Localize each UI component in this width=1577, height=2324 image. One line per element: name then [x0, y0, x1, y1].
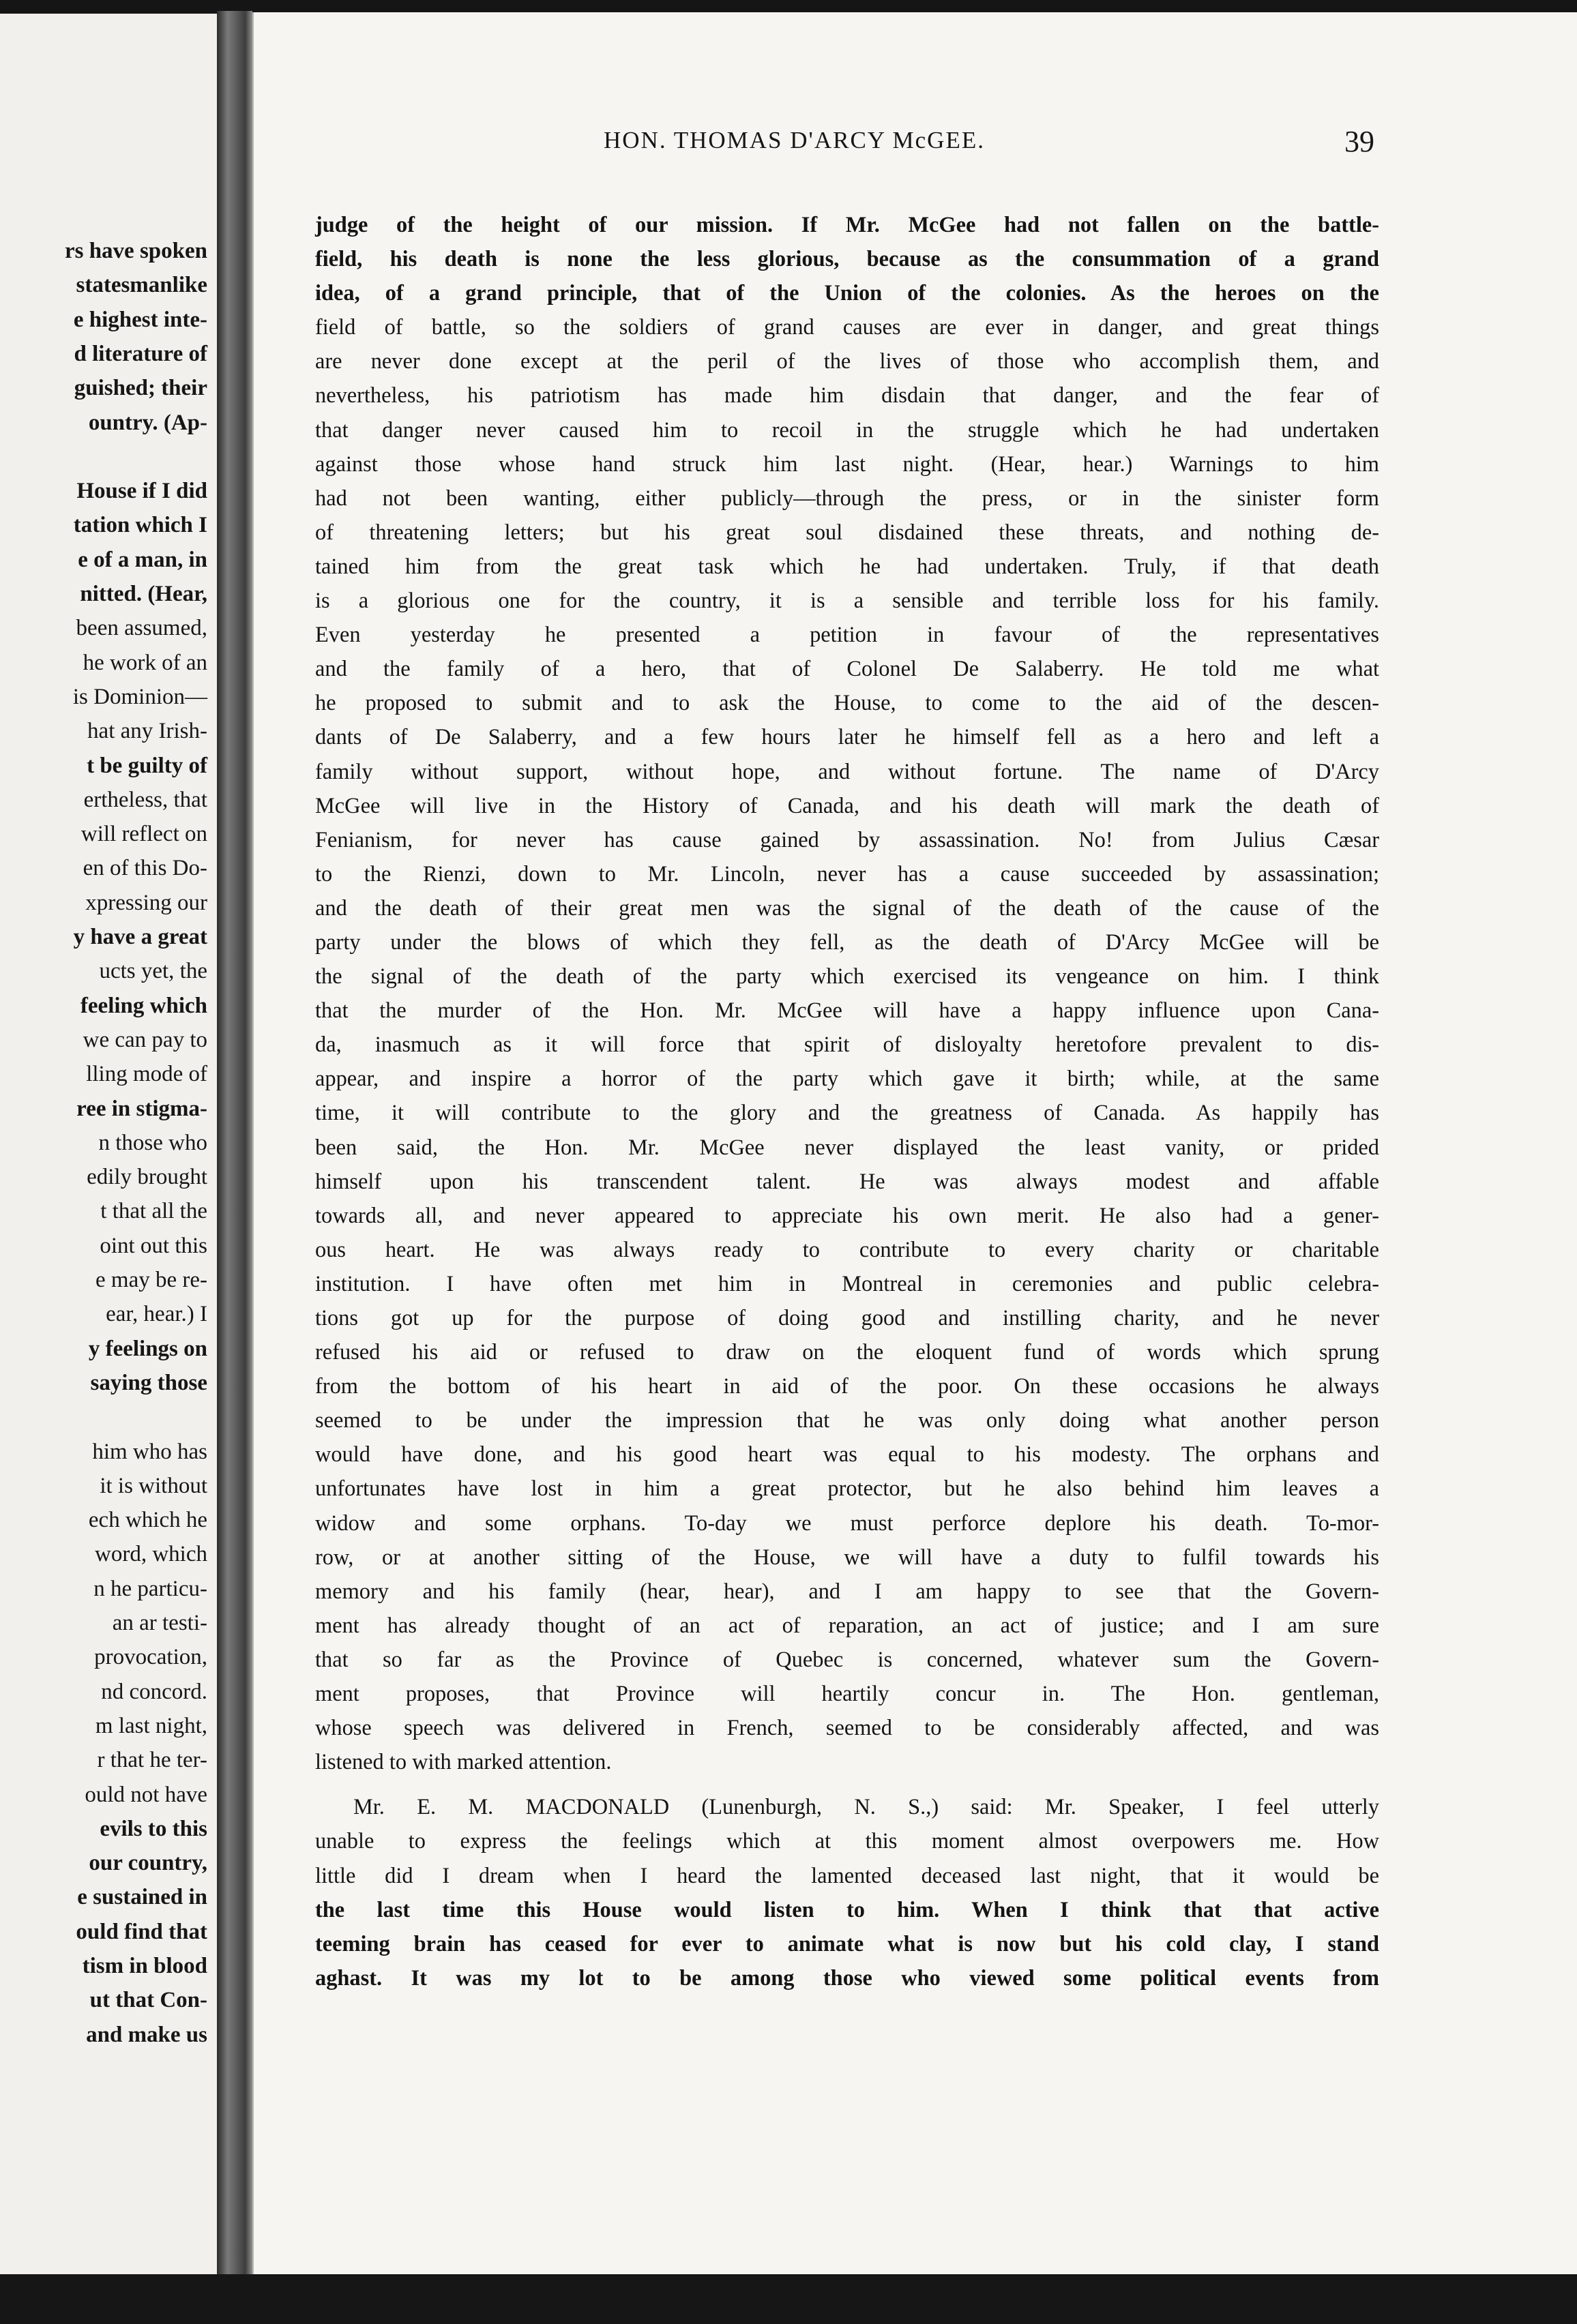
body-line: the last time this House would listen to him. When I think that that active	[315, 1897, 1379, 1922]
left-fragment-line: t be guilty of	[87, 753, 207, 778]
left-fragment-line: him who has	[92, 1439, 207, 1464]
running-title: HON. THOMAS D'ARCY McGEE.	[604, 127, 985, 153]
body-line: party under the blows of which they fell, as the death of D'Arcy McGee will be	[315, 929, 1379, 955]
body-line: himself upon his transcendent talent. He was always modest and affable	[315, 1169, 1379, 1194]
body-line: Fenianism, for never has cause gained by assassination. No! from Julius Cæsar	[315, 827, 1379, 852]
left-fragment-line: ucts yet, the	[99, 959, 207, 984]
left-fragment-line: it is without	[100, 1473, 207, 1498]
left-fragment-line: m last night,	[95, 1713, 207, 1738]
left-fragment-line: been assumed,	[76, 616, 207, 641]
body-line: he proposed to submit and to ask the House, to come to the aid of the descen-	[315, 691, 1379, 716]
left-fragment-line: r that he ter-	[97, 1748, 207, 1773]
left-fragment-line: statesmanlike	[76, 273, 207, 298]
left-fragment-line: e highest inte-	[73, 307, 207, 332]
body-line: would have done, and his good heart was equal to his modesty. The orphans and	[315, 1442, 1379, 1468]
body-line: against those whose hand struck him last night. (Hear, hear.) Warnings to him	[315, 451, 1379, 477]
body-line: aghast. It was my lot to be among those who viewed some political events from	[315, 1965, 1379, 1991]
body-line: judge of the height of our mission. If Mr. McGee had not fallen on the battle-	[315, 213, 1379, 237]
body-line: row, or at another sitting of the House, we will have a duty to fulfil towards his	[315, 1545, 1379, 1570]
body-line: towards all, and never appeared to appreciate his own merit. He also had a gener-	[315, 1203, 1379, 1228]
body-line: field of battle, so the soldiers of grand causes are ever in danger, and great things	[315, 315, 1379, 340]
body-line: to the Rienzi, down to Mr. Lincoln, never has a cause succeeded by assassination;	[315, 861, 1379, 887]
body-line: institution. I have often met him in Montreal in ceremonies and public celebra-	[315, 1271, 1379, 1296]
body-line: tions got up for the purpose of doing good and instilling charity, and he never	[315, 1306, 1379, 1330]
body-line: appear, and inspire a horror of the party which gave it birth; while, at the same	[315, 1067, 1379, 1092]
body-line: little did I dream when I heard the lamented deceased last night, that it would be	[315, 1863, 1379, 1888]
left-fragment-line: ountry. (Ap-	[88, 410, 207, 435]
left-fragment-line: provocation,	[94, 1645, 207, 1670]
body-line: and the family of a hero, that of Colonel De Salaberry. He told me what	[315, 657, 1379, 682]
page-number: 39	[1344, 125, 1374, 158]
body-line: idea, of a grand principle, that of the Union of the colonies. As the heroes on the	[315, 281, 1379, 306]
body-line: and the death of their great men was the signal of the death of the cause of the	[315, 895, 1379, 921]
body-line: field, his death is none the less glorious, because as the consummation of a grand	[315, 247, 1379, 272]
left-fragment-line: en of this Do-	[83, 856, 207, 881]
left-fragment-line: nd concord.	[101, 1679, 207, 1704]
left-fragment-line: ech which he	[88, 1508, 207, 1533]
body-line: ous heart. He was always ready to contribute to every charity or charitable	[315, 1237, 1379, 1262]
left-fragment-line: will reflect on	[80, 822, 207, 847]
body-line: that the murder of the Hon. Mr. McGee will have a happy influence upon Cana-	[315, 998, 1379, 1024]
body-line: widow and some orphans. To-day we must perforce deplore his death. To-mor-	[315, 1510, 1379, 1536]
left-fragment-line: e may be re-	[95, 1268, 207, 1292]
left-fragment-line: n he particu-	[93, 1576, 207, 1601]
left-fragment-line: ut that Con-	[89, 1988, 207, 2013]
body-line: unfortunates have lost in him a great protector, but he also behind him leaves a	[315, 1476, 1379, 1502]
body-line: teeming brain has ceased for ever to animate what is now but his cold clay, I stand	[315, 1931, 1379, 1956]
left-page-fragment	[0, 14, 217, 2276]
left-fragment-line: House if I did	[76, 479, 207, 504]
left-fragment-line: ear, hear.) I	[106, 1302, 207, 1327]
left-fragment-line: y have a great	[73, 925, 207, 949]
body-text	[315, 208, 1379, 1995]
left-fragment-line: e sustained in	[77, 1885, 207, 1910]
left-fragment-line: t that all the	[100, 1199, 207, 1224]
body-line: family without support, without hope, and without fortune. The name of D'Arcy	[315, 759, 1379, 784]
body-line: McGee will live in the History of Canada, and his death will mark the death of	[315, 793, 1379, 818]
left-fragment-line: and make us	[86, 2022, 207, 2047]
body-line: ment proposes, that Province will heartily concur in. The Hon. gentleman,	[315, 1682, 1379, 1707]
left-fragment-line: is Dominion—	[72, 684, 207, 709]
body-line: of threatening letters; but his great soul disdained these threats, and nothing de-	[315, 520, 1379, 545]
left-fragment-line: ould not have	[85, 1782, 207, 1807]
body-line: been said, the Hon. Mr. McGee never displayed the least vanity, or prided	[315, 1135, 1379, 1160]
body-line: are never done except at the peril of the lives of those who accomplish them, and	[315, 349, 1379, 374]
body-line: from the bottom of his heart in aid of the poor. On these occasions he always	[315, 1374, 1379, 1399]
left-fragment-line: ree in stigma-	[76, 1096, 207, 1121]
left-fragment-line: edily brought	[87, 1165, 207, 1190]
body-line: refused his aid or refused to draw on the eloquent fund of words which sprung	[315, 1340, 1379, 1365]
body-line: ment has already thought of an act of reparation, an act of justice; and I am sure	[315, 1613, 1379, 1638]
body-line: whose speech was delivered in French, seemed to be considerably affected, and was	[315, 1716, 1379, 1741]
book-gutter	[217, 11, 252, 2282]
body-line: unable to express the feelings which at this moment almost overpowers me. How	[315, 1829, 1379, 1854]
left-fragment-line: he work of an	[83, 650, 207, 675]
body-line: had not been wanting, either publicly—through the press, or in the sinister form	[315, 486, 1379, 511]
scan-bottom-edge	[0, 2274, 1577, 2324]
left-fragment-line: we can pay to	[83, 1027, 207, 1052]
left-fragment-line: d literature of	[74, 341, 207, 366]
left-fragment-line: lling mode of	[86, 1062, 207, 1087]
body-line: tained him from the great task which he had undertaken. Truly, if that death	[315, 554, 1379, 579]
left-fragment-line: tation which I	[73, 513, 207, 538]
left-fragment-line: guished; their	[74, 376, 207, 401]
body-line: memory and his family (hear, hear), and I am happy to see that the Govern-	[315, 1579, 1379, 1604]
body-line: that danger never caused him to recoil in the struggle which he had undertaken	[315, 417, 1379, 443]
left-fragment-line: xpressing our	[85, 890, 207, 915]
body-line: da, inasmuch as it will force that spirit of disloyalty heretofore prevalent to dis-	[315, 1032, 1379, 1058]
left-fragment-line: feeling which	[80, 993, 207, 1018]
body-line: is a glorious one for the country, it is a sensible and terrible loss for his family.	[315, 589, 1379, 614]
left-fragment-line: ould find that	[76, 1919, 207, 1944]
left-fragment-line: word, which	[95, 1542, 207, 1567]
left-fragment-line: an ar testi-	[112, 1611, 207, 1635]
left-fragment-line: e of a man, in	[78, 547, 207, 572]
left-fragment-line: tism in blood	[82, 1954, 207, 1978]
body-line: the signal of the death of the party which exercised its vengeance on him. I think	[315, 964, 1379, 989]
left-fragment-line: n those who	[98, 1130, 207, 1155]
left-fragment-line: nitted. (Hear,	[80, 582, 207, 606]
left-fragment-line: y feelings on	[88, 1336, 207, 1361]
body-line: time, it will contribute to the glory and the greatness of Canada. As happily has	[315, 1101, 1379, 1126]
body-line: listened to with marked attention.	[315, 1750, 612, 1775]
left-fragment-line: oint out this	[100, 1233, 207, 1258]
page-header	[310, 127, 1374, 168]
left-fragment-line: ertheless, that	[83, 787, 207, 812]
body-line: Mr. E. M. MACDONALD (Lunenburgh, N. S.,) said: Mr. Speaker, I feel utterly	[353, 1795, 1379, 1820]
body-line: nevertheless, his patriotism has made him disdain that danger, and the fear of	[315, 383, 1379, 408]
left-fragment-line: rs have spoken	[64, 239, 207, 263]
left-fragment-line: hat any Irish-	[87, 719, 207, 744]
body-line: seemed to be under the impression that he was only doing what another person	[315, 1408, 1379, 1433]
body-line: Even yesterday he presented a petition in favour of the representatives	[315, 623, 1379, 648]
body-line: that so far as the Province of Quebec is concerned, whatever sum the Govern-	[315, 1647, 1379, 1672]
body-line: dants of De Salaberry, and a few hours later he himself fell as a hero and left a	[315, 725, 1379, 750]
left-fragment-line: evils to this	[100, 1816, 207, 1841]
left-fragment-line: our country,	[89, 1851, 207, 1876]
left-fragment-line: saying those	[90, 1370, 207, 1395]
